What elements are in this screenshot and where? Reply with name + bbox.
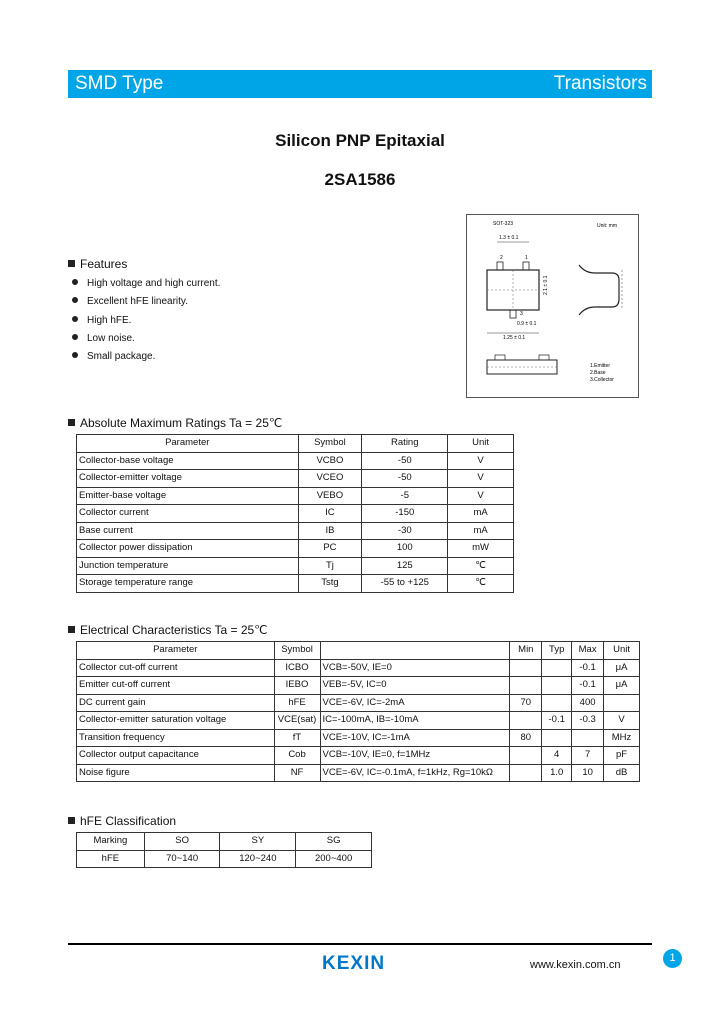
table-header-row [77,833,372,851]
table-row: Collector-base voltage VCBO -50 V [77,452,514,470]
bullet-dot-icon [72,316,78,322]
abs-max-heading: Absolute Maximum Ratings Ta = 25℃ [68,416,282,430]
package-name: SOT-323 [493,221,514,227]
column-header: SG [296,833,372,851]
column-header: Typ [542,642,572,660]
bullet-dot-icon [72,334,78,340]
package-unit: Unit: mm [597,223,617,229]
feature-item: Excellent hFE linearity. [72,296,188,307]
footer-url[interactable]: www.kexin.com.cn [530,959,621,971]
part-number: 2SA1586 [324,170,396,189]
elec-heading: Electrical Characteristics Ta = 25℃ [68,623,268,637]
package-legend: 1.Emitter [590,363,611,369]
package-legend: 2.Base [590,370,606,376]
column-header [320,642,510,660]
elec-table [76,641,640,782]
pin-label: 1 [525,255,528,261]
column-header: Symbol [298,435,362,453]
table-row: Collector power dissipation PC 100 mW [77,540,514,558]
column-header: Parameter [77,435,299,453]
bullet-square-icon [68,626,75,633]
column-header: Marking [77,833,145,851]
table-header-row [77,642,640,660]
table-row: Transition frequency fT VCE=-10V, IC=-1mA 80 MHz [77,729,640,747]
package-dim: 2.1 ± 0.1 [543,275,549,295]
table-row: Collector output capacitance Cob VCB=-10V, IE=0, f=1MHz 4 7 pF [77,747,640,765]
table-row: Emitter-base voltage VEBO -5 V [77,487,514,505]
column-header: SO [144,833,220,851]
feature-item: High voltage and high current. [72,278,220,289]
table-row: Emitter cut-off current IEBO VEB=-5V, IC=0 -0.1 μA [77,677,640,695]
feature-item: Small package. [72,351,155,362]
column-header: Min [510,642,542,660]
page-title: Silicon PNP Epitaxial [275,131,445,150]
package-dim: 1.25 ± 0.1 [503,335,526,341]
package-legend: 3.Collector [590,377,614,383]
table-row: Collector cut-off current ICBO VCB=-50V, IE=0 -0.1 μA [77,659,640,677]
bullet-dot-icon [72,352,78,358]
table-row: Junction temperature Tj 125 ℃ [77,557,514,575]
table-row: Collector current IC -150 mA [77,505,514,523]
features-heading: Features [68,257,127,271]
package-drawing [466,214,639,398]
header-right: Transistors [553,73,647,94]
table-row: Storage temperature range Tstg -55 to +125 ℃ [77,575,514,593]
package-outline-svg [467,215,638,397]
pin-label: 2 [500,255,503,261]
column-header: Unit [448,435,514,453]
header-bar [68,70,652,98]
bullet-square-icon [68,817,75,824]
abs-max-table [76,434,514,593]
feature-item: High hFE. [72,315,131,326]
package-dim: 1.3 ± 0.1 [499,235,519,241]
package-dim: 0.9 ± 0.1 [517,321,537,327]
table-row: Collector-emitter voltage VCEO -50 V [77,470,514,488]
table-row: Collector-emitter saturation voltage VCE(sat) IC=-100mA, IB=-10mA -0.1 -0.3 V [77,712,640,730]
bullet-dot-icon [72,279,78,285]
hfe-heading: hFE Classification [68,814,176,828]
column-header: Max [572,642,604,660]
bullet-dot-icon [72,297,78,303]
table-row: hFE 70~140 120~240 200~400 [77,850,372,868]
pin-label: 3 [520,311,523,317]
page-number-badge: 1 [663,949,682,968]
table-row: Noise figure NF VCE=-6V, IC=-0.1mA, f=1kHz, Rg=10kΩ 1.0 10 dB [77,764,640,782]
footer-divider [68,943,652,945]
feature-item: Low noise. [72,333,135,344]
column-header: Symbol [274,642,320,660]
header-left: SMD Type [75,73,164,94]
column-header: Parameter [77,642,275,660]
column-header: Unit [604,642,640,660]
kexin-logo: KEXIN [322,953,386,974]
table-header-row [77,435,514,453]
column-header: SY [220,833,296,851]
bullet-square-icon [68,419,75,426]
hfe-table [76,832,372,868]
column-header: Rating [362,435,448,453]
bullet-square-icon [68,260,75,267]
table-row: DC current gain hFE VCE=-6V, IC=-2mA 70 400 [77,694,640,712]
table-row: Base current IB -30 mA [77,522,514,540]
